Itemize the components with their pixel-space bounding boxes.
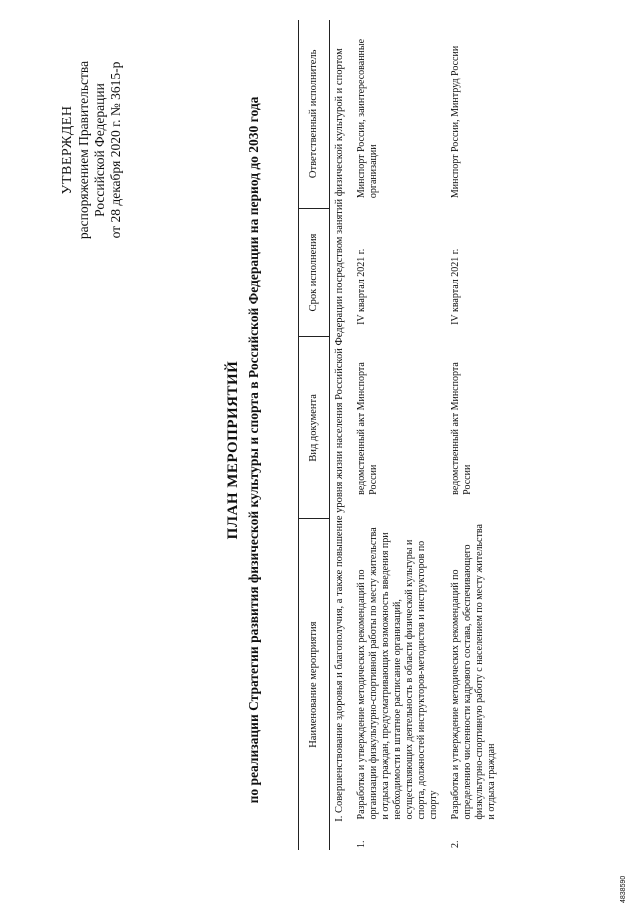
plan-title: ПЛАН МЕРОПРИЯТИЙ [225, 360, 241, 540]
approval-line-3: от 28 декабря 2020 г. № 3615-р [108, 61, 123, 239]
row-responsible: Минспорт России, заинтересованные организации [356, 38, 379, 199]
table-header-row [299, 20, 330, 850]
document-id: 4838590 [620, 875, 627, 903]
approval-line-1: распоряжением Правительства [76, 60, 91, 240]
document-title [225, 85, 262, 815]
plan-subtitle: по реализации Стратегии развития физической культуры и спорта в Российской Федерации на период до 2030 года [246, 96, 261, 804]
table-row [446, 20, 504, 850]
table-row [352, 20, 446, 850]
approval-line-2: Российской Федерации [92, 83, 107, 217]
section-row [330, 20, 353, 850]
row-responsible: Минспорт России, Минтруд России [450, 45, 461, 199]
row-number: 1. [356, 840, 367, 848]
row-number: 2. [450, 840, 461, 848]
section-heading: I. Совершенствование здоровья и благополучия, а также повышение уровня жизни населения Российской Федерации посредством занятий физической культурой и спортом [334, 48, 345, 822]
header-doc-type: Вид документа [299, 337, 330, 519]
header-name: Наименование мероприятия [299, 519, 330, 850]
row-term: IV квартал 2021 г. [356, 248, 367, 325]
header-responsible: Ответственный исполнитель [299, 20, 330, 208]
plan-table [298, 20, 504, 850]
row-activity-name: Разработка и утверждение методических рекомендаций по организации физкультурно-спортивной работы по месту жительства и отдыха граждан, предусматривающих возможность введения при необходимости в штатное расписание организаций, осуществляющих деятельность в области физической культуры и спорта, должностей инструкторов-методистов и инструкторов по спорту [356, 527, 439, 820]
header-term: Срок исполнения [299, 208, 330, 337]
row-doc-type: ведомственный акт Минспорта России [450, 362, 473, 495]
row-term: IV квартал 2021 г. [450, 248, 461, 325]
approval-head: УТВЕРЖДЕН [60, 105, 75, 195]
row-activity-name: Разработка и утверждение методических рекомендаций по определению численности кадрового состава, обеспечивающего физкультурно-спортивную работу с населением по месту жительства и отдыха граждан [450, 524, 497, 820]
row-doc-type: ведомственный акт Минспорта России [356, 362, 379, 495]
approval-stamp [60, 35, 124, 265]
